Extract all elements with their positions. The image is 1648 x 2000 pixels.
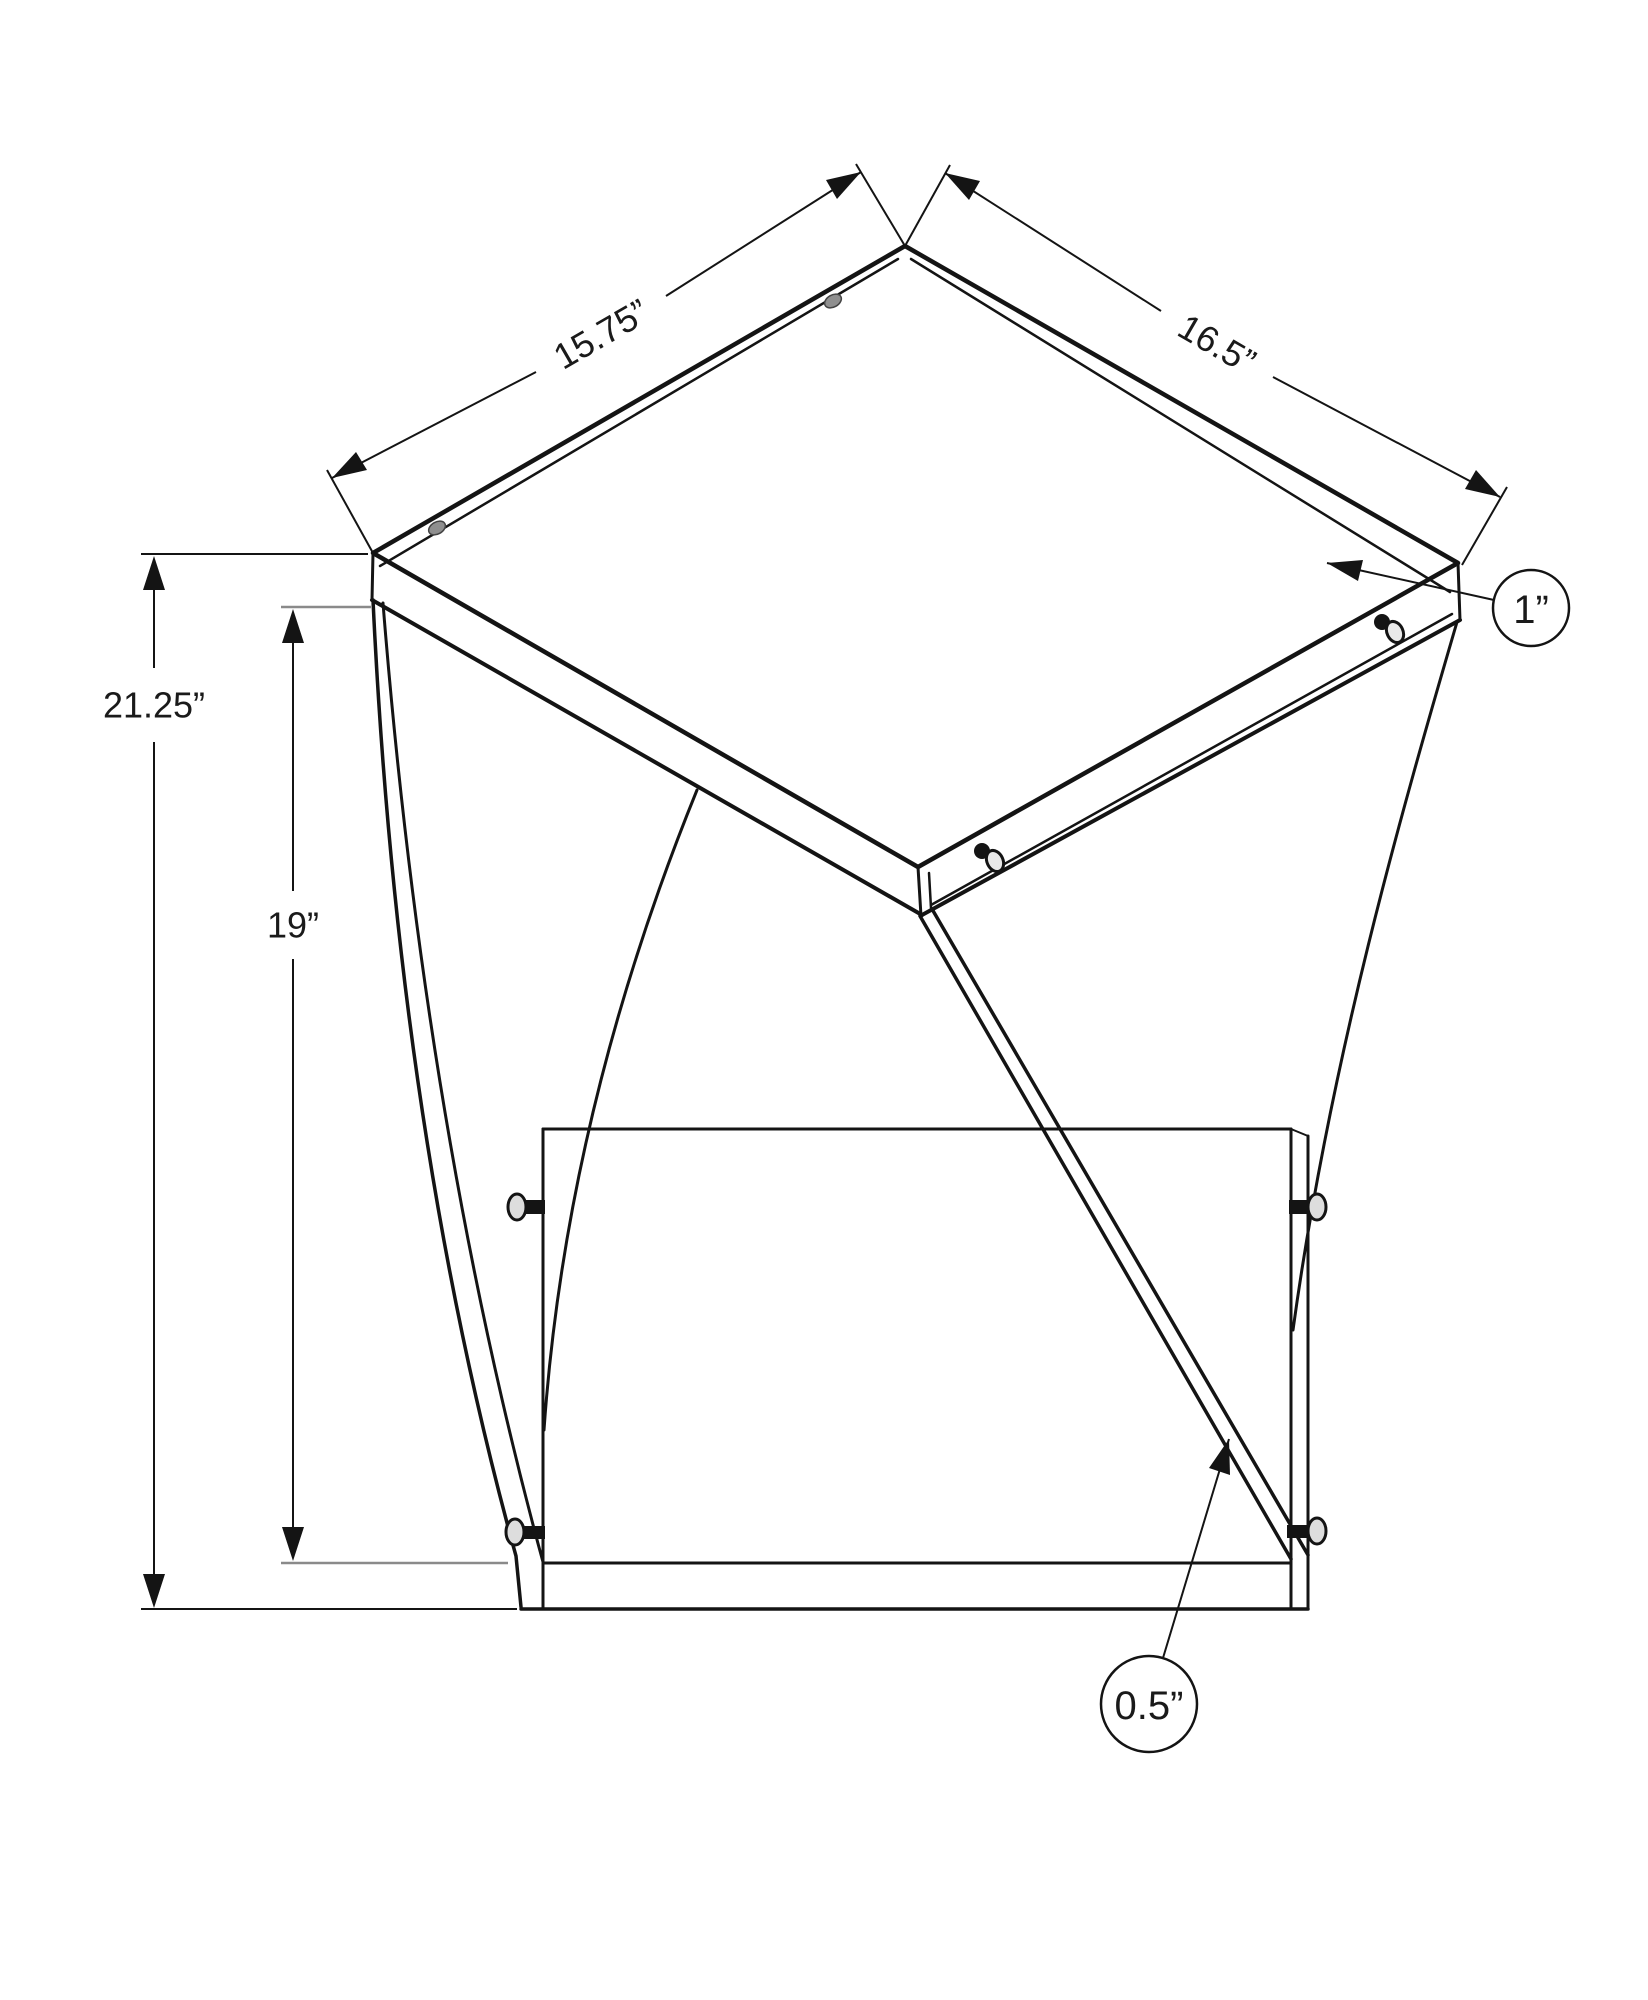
arrowhead-icon [826,172,861,199]
dimension-top-right-edge [905,165,1507,565]
band-screw-right [1374,614,1407,645]
extension-line [327,470,373,553]
arrowhead-icon [1209,1439,1230,1475]
arrowhead-icon [332,452,367,478]
table-top-band-inner-right [931,614,1452,905]
arrowhead-icon [282,1527,304,1561]
diagonal-panel-upper-line [932,909,1308,1555]
arrowhead-icon [143,1574,165,1608]
dimension-top-left-edge [327,164,905,553]
dimension-line-segment [332,372,536,478]
table-top-band-bottom-right [922,620,1460,915]
left-leg-inner-edge [383,603,543,1562]
dimension-line-segment [666,172,861,296]
dimension-label-shelf-height: 19” [266,904,320,946]
dimension-label-overall-height: 21.25” [102,684,206,726]
table-top-face [373,246,1458,867]
right-panel-curve [1293,622,1457,1330]
dimension-label-top-left-edge: 15.75” [546,290,656,378]
table-structure [372,246,1460,1609]
front-left-panel-curve [544,790,697,1430]
arrowhead-icon [282,609,304,643]
fasteners [426,291,1407,1545]
band-screw-front [974,843,1007,874]
extension-line [905,165,950,246]
callout-panel-thickness [1101,1439,1230,1752]
diagonal-panel-lower-line [920,916,1291,1559]
band-corner-front-outer [918,867,921,916]
table-top-inner-right-edge [911,259,1450,592]
callout-label-panel-thickness: 0.5” [1114,1684,1184,1728]
extension-line [856,164,905,246]
arrowhead-icon [1465,470,1500,497]
band-corner-front-inner [929,873,931,908]
arrowhead-icon [945,173,980,200]
shelf-screw-left [508,1194,545,1220]
callout-top-thickness [1327,560,1569,646]
dimension-overall-height [103,554,517,1609]
base-screw-left [506,1519,545,1545]
band-corner-left [372,553,373,600]
arrowhead-icon [143,556,165,590]
callout-label-top-thickness: 1” [1513,588,1549,632]
extension-line [1462,487,1507,565]
dimension-line-segment [945,173,1161,311]
shelf-right-top-cap [1291,1129,1308,1136]
arrowhead-icon [1327,560,1363,581]
dimension-shelf-height [267,607,508,1563]
leader-line [1163,1439,1229,1658]
dimension-label-top-right-edge: 16.5” [1171,305,1263,383]
table-top-band-bottom-left [372,600,922,915]
